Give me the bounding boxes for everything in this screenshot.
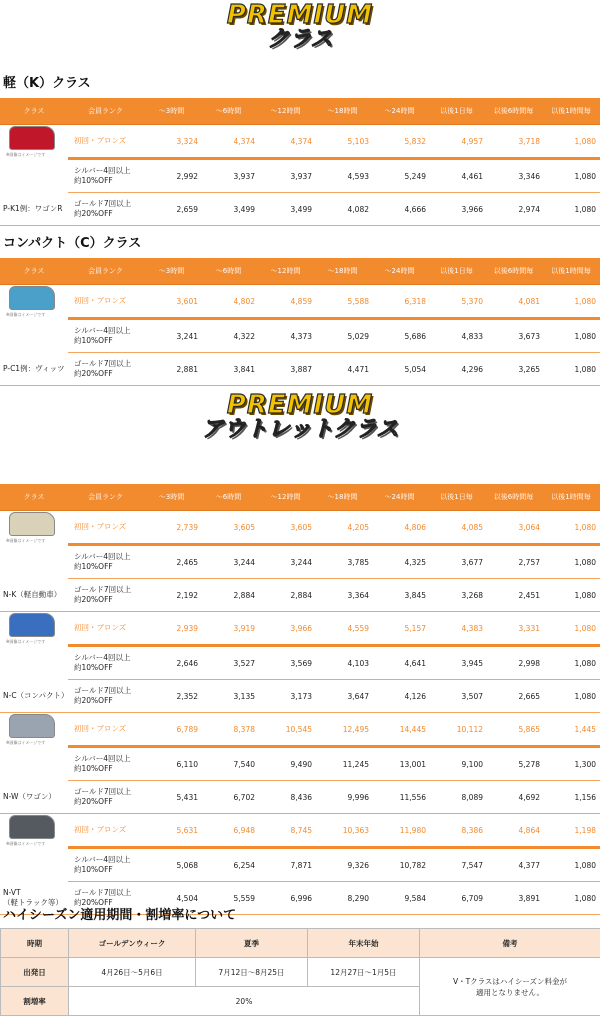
image-caption: ※画像はイメージです [6,151,46,157]
outlet-g1-value-2-4: 4,126 [371,680,428,713]
outlet-g1-rank-0: 初回・ブロンズ [68,612,143,646]
hs-head-gw: ゴールデンウィーク [69,929,196,958]
outlet-g1-value-0-0: 2,939 [143,612,200,646]
k-value-0-3: 5,103 [314,125,371,159]
logo-premium-text-2: PREMIUM [226,390,374,420]
hs-head-newyear: 年末年始 [308,929,420,958]
car-icon [9,714,55,738]
outlet-g0-value-2-5: 3,268 [428,579,485,612]
image-caption: ※画像はイメージです [6,537,46,543]
outlet-g2-row-1 [0,747,600,781]
outlet-g0-value-0-7: 1,080 [542,511,600,545]
outlet-g1-row-2 [0,680,600,713]
c-value-1-1: 4,322 [200,319,257,353]
c-value-1-2: 4,373 [257,319,314,353]
outlet-g0-value-0-3: 4,205 [314,511,371,545]
hs-departure-summer: 7月12日〜8月25日 [196,958,308,987]
c-value-1-0: 3,241 [143,319,200,353]
hs-head-note: 備考 [420,929,600,958]
c-header-6: 〜24時間 [371,258,428,285]
c-value-2-1: 3,841 [200,353,257,386]
c-value-2-5: 4,296 [428,353,485,386]
outlet-g0-value-2-2: 2,884 [257,579,314,612]
c-value-0-1: 4,802 [200,285,257,319]
image-caption: ※画像はイメージです [6,739,46,745]
k-header-2: 〜3時間 [143,98,200,125]
outlet-g1-label: N-C（コンパクト） [0,680,68,713]
c-header-9: 以後1時間毎 [542,258,600,285]
outlet-g0-value-0-4: 4,806 [371,511,428,545]
outlet-g1-value-2-7: 1,080 [542,680,600,713]
outlet-g2-rank-0: 初回・ブロンズ [68,713,143,747]
hs-departure-gw: 4月26日〜5月6日 [69,958,196,987]
outlet-g0-value-1-5: 3,677 [428,545,485,579]
outlet-g2-value-0-1: 8,378 [200,713,257,747]
outlet-g3-value-0-4: 11,980 [371,814,428,848]
high-season-table [0,928,600,1016]
outlet-g2-value-2-3: 9,996 [314,781,371,814]
outlet-g0-label: N-K（軽自動車） [0,579,68,612]
outlet-g0-value-0-0: 2,739 [143,511,200,545]
k-row-0 [0,125,600,159]
outlet-g0-blank-cell [0,545,68,579]
c-blank-cell [0,319,68,353]
outlet-g0-value-1-4: 4,325 [371,545,428,579]
outlet-header-2: 〜3時間 [143,484,200,511]
k-class-rate-table [0,98,600,226]
k-value-2-6: 2,974 [485,193,542,226]
car-icon [9,126,55,150]
outlet-g2-value-1-7: 1,300 [542,747,600,781]
k-value-0-2: 4,374 [257,125,314,159]
c-row-0 [0,285,600,319]
outlet-g2-value-2-0: 5,431 [143,781,200,814]
outlet-g0-value-2-6: 2,451 [485,579,542,612]
image-caption: ※画像はイメージです [6,638,46,644]
k-value-2-1: 3,499 [200,193,257,226]
c-value-0-5: 5,370 [428,285,485,319]
outlet-g1-rank-1: シルバー4回以上 約10%OFF [68,646,143,680]
k-label: P-K1例：ワゴンR [0,193,68,226]
outlet-g1-value-0-6: 3,331 [485,612,542,646]
outlet-g0-value-1-7: 1,080 [542,545,600,579]
c-class-rate-table [0,258,600,386]
outlet-g3-rank-0: 初回・ブロンズ [68,814,143,848]
outlet-g3-value-2-6: 3,891 [485,882,542,915]
outlet-g1-value-0-3: 4,559 [314,612,371,646]
outlet-g3-value-0-1: 6,948 [200,814,257,848]
outlet-g1-value-0-7: 1,080 [542,612,600,646]
c-value-1-6: 3,673 [485,319,542,353]
outlet-header-6: 〜24時間 [371,484,428,511]
outlet-g1-car-image [0,612,68,646]
outlet-g2-value-0-7: 1,445 [542,713,600,747]
logo-premium-text: PREMIUM [226,0,374,30]
c-value-2-0: 2,881 [143,353,200,386]
c-row-1 [0,319,600,353]
outlet-g2-row-0 [0,713,600,747]
outlet-g3-value-1-5: 7,547 [428,848,485,882]
outlet-g0-row-1 [0,545,600,579]
k-value-1-7: 1,080 [542,159,600,193]
outlet-g3-value-2-3: 8,290 [314,882,371,915]
outlet-g3-value-2-5: 6,709 [428,882,485,915]
outlet-g3-value-0-3: 10,363 [314,814,371,848]
outlet-g2-value-1-0: 6,110 [143,747,200,781]
k-rank-0: 初回・ブロンズ [68,125,143,159]
logo-class-text: クラス [267,27,333,52]
k-value-2-3: 4,082 [314,193,371,226]
c-header-3: 〜6時間 [200,258,257,285]
outlet-g1-value-2-1: 3,135 [200,680,257,713]
outlet-g0-value-0-2: 3,605 [257,511,314,545]
outlet-g3-value-0-5: 8,386 [428,814,485,848]
outlet-g3-rank-1: シルバー4回以上 約10%OFF [68,848,143,882]
outlet-g3-value-2-2: 6,996 [257,882,314,915]
outlet-g0-value-2-7: 1,080 [542,579,600,612]
k-row-1 [0,159,600,193]
outlet-g0-row-0 [0,511,600,545]
outlet-g2-row-2 [0,781,600,814]
k-row-2 [0,193,600,226]
outlet-g1-value-1-4: 4,641 [371,646,428,680]
k-header-5: 〜18時間 [314,98,371,125]
outlet-g3-value-1-4: 10,782 [371,848,428,882]
outlet-g1-value-1-5: 3,945 [428,646,485,680]
k-value-0-5: 4,957 [428,125,485,159]
outlet-g2-value-1-1: 7,540 [200,747,257,781]
outlet-g1-row-0 [0,612,600,646]
outlet-header-5: 〜18時間 [314,484,371,511]
outlet-header-3: 〜6時間 [200,484,257,511]
k-rank-1: シルバー4回以上 約10%OFF [68,159,143,193]
hs-departure-newyear: 12月27日〜1月5日 [308,958,420,987]
k-header-6: 〜24時間 [371,98,428,125]
outlet-g3-row-0 [0,814,600,848]
outlet-g1-value-2-2: 3,173 [257,680,314,713]
outlet-g1-value-2-5: 3,507 [428,680,485,713]
car-icon [9,613,55,637]
c-header-7: 以後1日毎 [428,258,485,285]
outlet-g2-value-0-2: 10,545 [257,713,314,747]
k-value-1-6: 3,346 [485,159,542,193]
outlet-g2-value-2-6: 4,692 [485,781,542,814]
k-value-0-6: 3,718 [485,125,542,159]
c-label: P-C1例：ヴィッツ [0,353,68,386]
outlet-g2-value-2-4: 11,556 [371,781,428,814]
car-icon [9,815,55,839]
outlet-header-1: 会員ランク [68,484,143,511]
image-caption: ※画像はイメージです [6,311,46,317]
c-value-1-7: 1,080 [542,319,600,353]
outlet-g2-value-2-7: 1,156 [542,781,600,814]
image-caption: ※画像はイメージです [6,840,46,846]
outlet-header-9: 以後1時間毎 [542,484,600,511]
outlet-g3-value-0-0: 5,631 [143,814,200,848]
outlet-g2-value-1-2: 9,490 [257,747,314,781]
premium-outlet-logo [0,392,600,442]
k-car-image [0,125,68,159]
k-header-9: 以後1時間毎 [542,98,600,125]
hs-surcharge-value: 20% [69,987,420,1016]
outlet-g2-value-2-1: 6,702 [200,781,257,814]
outlet-g3-value-1-3: 9,326 [314,848,371,882]
outlet-g2-value-2-5: 8,089 [428,781,485,814]
k-blank-cell [0,159,68,193]
c-car-image [0,285,68,319]
outlet-g1-value-0-2: 3,966 [257,612,314,646]
outlet-g2-rank-1: シルバー4回以上 約10%OFF [68,747,143,781]
outlet-header-4: 〜12時間 [257,484,314,511]
outlet-g3-value-2-0: 4,504 [143,882,200,915]
outlet-g2-value-0-3: 12,495 [314,713,371,747]
logo-outlet-text: アウトレットクラス [201,417,399,442]
premium-class-logo [0,2,600,52]
c-value-2-2: 3,887 [257,353,314,386]
outlet-g3-value-1-6: 4,377 [485,848,542,882]
outlet-g2-value-2-2: 8,436 [257,781,314,814]
outlet-rate-table [0,484,600,915]
outlet-g2-value-1-3: 11,245 [314,747,371,781]
outlet-g2-value-0-6: 5,865 [485,713,542,747]
outlet-g2-label: N-W（ワゴン） [0,781,68,814]
outlet-g0-value-2-4: 3,845 [371,579,428,612]
k-value-1-0: 2,992 [143,159,200,193]
outlet-g2-value-0-5: 10,112 [428,713,485,747]
outlet-g3-value-1-7: 1,080 [542,848,600,882]
outlet-g0-car-image [0,511,68,545]
outlet-g3-value-0-7: 1,198 [542,814,600,848]
outlet-g2-value-1-5: 9,100 [428,747,485,781]
car-icon [9,512,55,536]
outlet-g3-value-1-2: 7,871 [257,848,314,882]
outlet-g1-value-1-3: 4,103 [314,646,371,680]
c-value-0-2: 4,859 [257,285,314,319]
k-value-1-3: 4,593 [314,159,371,193]
hs-surcharge-label: 割増率 [1,987,69,1016]
c-rank-2: ゴールド7回以上 約20%OFF [68,353,143,386]
outlet-g1-value-1-7: 1,080 [542,646,600,680]
outlet-g2-blank-cell [0,747,68,781]
k-rank-2: ゴールド7回以上 約20%OFF [68,193,143,226]
k-header-8: 以後6時間毎 [485,98,542,125]
outlet-header-8: 以後6時間毎 [485,484,542,511]
c-header-0: クラス [0,258,68,285]
outlet-g0-value-2-1: 2,884 [200,579,257,612]
outlet-g3-value-1-1: 6,254 [200,848,257,882]
k-value-1-5: 4,461 [428,159,485,193]
c-value-0-3: 5,588 [314,285,371,319]
k-value-1-4: 5,249 [371,159,428,193]
k-header-1: 会員ランク [68,98,143,125]
outlet-g1-value-1-2: 3,569 [257,646,314,680]
c-value-1-5: 4,833 [428,319,485,353]
c-header-1: 会員ランク [68,258,143,285]
outlet-g0-value-2-0: 2,192 [143,579,200,612]
c-class-title: コンパクト（C）クラス [3,236,142,251]
outlet-g0-value-0-6: 3,064 [485,511,542,545]
k-value-0-4: 5,832 [371,125,428,159]
c-value-0-4: 6,318 [371,285,428,319]
hs-departure-label: 出発日 [1,958,69,987]
k-value-2-0: 2,659 [143,193,200,226]
outlet-g2-value-0-0: 6,789 [143,713,200,747]
k-header-4: 〜12時間 [257,98,314,125]
c-value-0-0: 3,601 [143,285,200,319]
outlet-g0-value-1-2: 3,244 [257,545,314,579]
k-header-3: 〜6時間 [200,98,257,125]
c-value-1-4: 5,686 [371,319,428,353]
outlet-header-7: 以後1日毎 [428,484,485,511]
c-value-0-7: 1,080 [542,285,600,319]
outlet-g1-value-1-1: 3,527 [200,646,257,680]
outlet-g0-value-1-3: 3,785 [314,545,371,579]
c-value-2-3: 4,471 [314,353,371,386]
outlet-g0-row-2 [0,579,600,612]
c-header-8: 以後6時間毎 [485,258,542,285]
outlet-g3-label: N-VT （軽トラック等） [0,882,68,915]
outlet-g3-value-1-0: 5,068 [143,848,200,882]
outlet-g0-rank-0: 初回・ブロンズ [68,511,143,545]
outlet-header-0: クラス [0,484,68,511]
hs-head-summer: 夏季 [196,929,308,958]
outlet-g0-value-2-3: 3,364 [314,579,371,612]
c-header-4: 〜12時間 [257,258,314,285]
hs-head-period: 時期 [1,929,69,958]
outlet-g2-value-1-4: 13,001 [371,747,428,781]
outlet-g0-value-1-1: 3,244 [200,545,257,579]
outlet-g1-value-1-6: 2,998 [485,646,542,680]
outlet-g0-value-1-0: 2,465 [143,545,200,579]
k-header-7: 以後1日毎 [428,98,485,125]
c-value-0-6: 4,081 [485,285,542,319]
outlet-g0-rank-1: シルバー4回以上 約10%OFF [68,545,143,579]
outlet-g2-value-1-6: 5,278 [485,747,542,781]
outlet-g1-blank-cell [0,646,68,680]
c-value-1-3: 5,029 [314,319,371,353]
outlet-g3-value-2-4: 9,584 [371,882,428,915]
c-value-2-6: 3,265 [485,353,542,386]
outlet-g1-value-2-3: 3,647 [314,680,371,713]
k-value-2-4: 4,666 [371,193,428,226]
c-header-2: 〜3時間 [143,258,200,285]
high-season-title: ハイシーズン適用期間・割増率について [3,908,237,923]
outlet-g0-value-0-5: 4,085 [428,511,485,545]
outlet-g3-value-2-7: 1,080 [542,882,600,915]
c-header-5: 〜18時間 [314,258,371,285]
k-value-2-7: 1,080 [542,193,600,226]
outlet-g2-value-0-4: 14,445 [371,713,428,747]
outlet-g2-rank-2: ゴールド7回以上 約20%OFF [68,781,143,814]
c-value-2-7: 1,080 [542,353,600,386]
outlet-g0-value-1-6: 2,757 [485,545,542,579]
outlet-g1-value-0-4: 5,157 [371,612,428,646]
c-rank-0: 初回・ブロンズ [68,285,143,319]
c-rank-1: シルバー4回以上 約10%OFF [68,319,143,353]
outlet-g1-row-1 [0,646,600,680]
outlet-g3-blank-cell [0,848,68,882]
c-value-2-4: 5,054 [371,353,428,386]
k-value-1-2: 3,937 [257,159,314,193]
outlet-g0-value-0-1: 3,605 [200,511,257,545]
c-row-2 [0,353,600,386]
outlet-g3-value-0-6: 4,864 [485,814,542,848]
k-value-1-1: 3,937 [200,159,257,193]
outlet-g3-value-2-1: 5,559 [200,882,257,915]
k-class-title: 軽（K）クラス [3,76,91,91]
outlet-g3-value-0-2: 8,745 [257,814,314,848]
k-value-2-2: 3,499 [257,193,314,226]
outlet-g3-rank-2: ゴールド7回以上 約20%OFF [68,882,143,915]
outlet-g2-car-image [0,713,68,747]
outlet-g1-value-0-1: 3,919 [200,612,257,646]
hs-note: V・Tクラスはハイシーズン料金が 適用となりません。 [420,958,600,1016]
outlet-g1-value-0-5: 4,383 [428,612,485,646]
outlet-g3-car-image [0,814,68,848]
k-value-0-0: 3,324 [143,125,200,159]
outlet-g1-value-2-6: 2,665 [485,680,542,713]
k-value-2-5: 3,966 [428,193,485,226]
outlet-g1-value-2-0: 2,352 [143,680,200,713]
car-icon [9,286,55,310]
outlet-g3-row-1 [0,848,600,882]
outlet-g1-value-1-0: 2,646 [143,646,200,680]
k-value-0-1: 4,374 [200,125,257,159]
k-header-0: クラス [0,98,68,125]
k-value-0-7: 1,080 [542,125,600,159]
outlet-g0-rank-2: ゴールド7回以上 約20%OFF [68,579,143,612]
outlet-g1-rank-2: ゴールド7回以上 約20%OFF [68,680,143,713]
